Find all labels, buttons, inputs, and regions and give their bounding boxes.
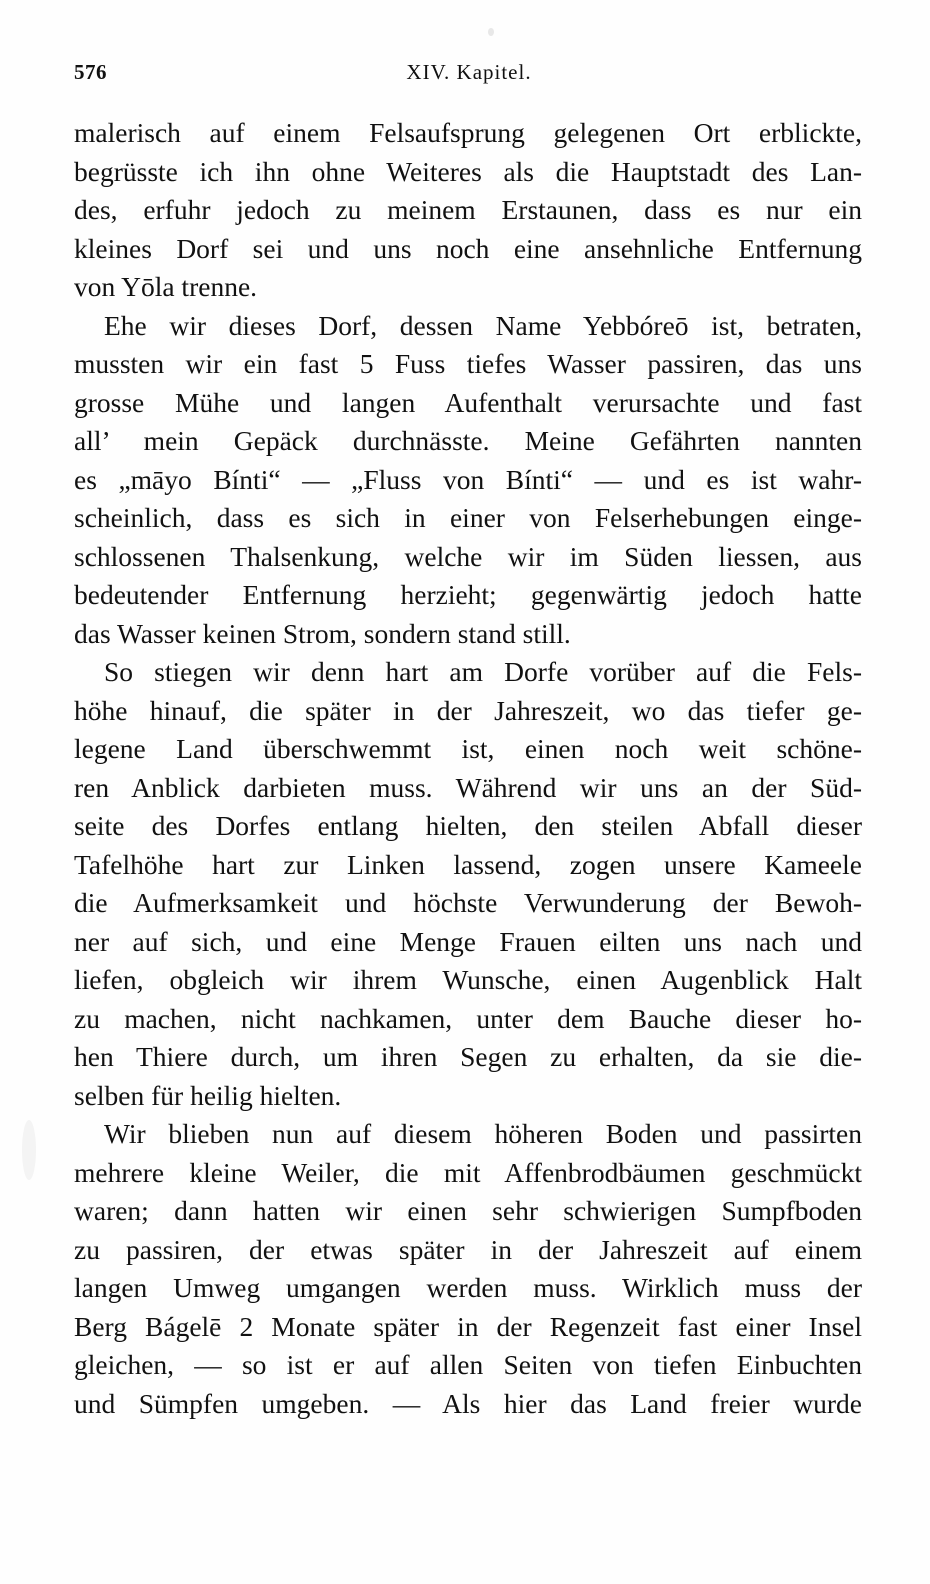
text-line: des, erfuhr jedoch zu meinem Erstaunen, dass es nur ein [74, 194, 862, 225]
text-line: die Aufmerksamkeit und höchste Verwunderung der Bewoh- [74, 887, 862, 918]
text-line: scheinlich, dass es sich in einer von Felserhebungen einge- [74, 502, 862, 533]
paragraph [74, 307, 862, 654]
text-line: gleichen, — so ist er auf allen Seiten von tiefen Einbuchten [74, 1349, 862, 1380]
text-line: grosse Mühe und langen Aufenthalt verursachte und fast [74, 386, 862, 418]
text-line: legene Land überschwemmt ist, einen noch weit schöne- [74, 733, 862, 764]
ink-speck [488, 28, 494, 36]
text-line: und Sümpfen umgeben. — Als hier das Land freier wurde [74, 1387, 862, 1419]
text-line: selben für heilig hielten. [74, 1079, 342, 1111]
text-line: langen Umweg umgangen werden muss. Wirklich muss der [74, 1272, 862, 1303]
running-head: XIV. Kapitel. [406, 60, 532, 84]
text-line: liefen, obgleich wir ihrem Wunsche, einen Augenblick Halt [74, 964, 862, 995]
text-line: So stiegen wir denn hart am Dorfe vorüber auf die Fels- [104, 656, 862, 687]
paragraph [74, 653, 862, 1115]
text-line: es „māyo Bínti“ — „Fluss von Bínti“ — und es ist wahr- [74, 463, 862, 495]
text-line: begrüsste ich ihn ohne Weiteres als die Hauptstadt des Lan- [74, 155, 862, 187]
text-line: all’ mein Gepäck durchnässte. Meine Gefährten nannten [74, 425, 862, 456]
text-line: seite des Dorfes entlang hielten, den steilen Abfall dieser [74, 810, 862, 841]
text-line: malerisch auf einem Felsaufsprung gelegenen Ort erblickte, [74, 117, 862, 148]
text-line: mehrere kleine Weiler, die mit Affenbrodbäumen geschmückt [74, 1156, 862, 1188]
text-line: schlossenen Thalsenkung, welche wir im Süden liessen, aus [74, 540, 862, 572]
text-line: bedeutender Entfernung herzieht; gegenwärtig jedoch hatte [74, 579, 862, 610]
text-line: hen Thiere durch, um ihren Segen zu erhalten, da sie die- [74, 1041, 862, 1072]
text-line: Ehe wir dieses Dorf, dessen Name Yebbóreō ist, betraten, [104, 309, 862, 341]
text-line: höhe hinauf, die später in der Jahreszeit, wo das tiefer ge- [74, 694, 862, 726]
page-header [74, 60, 864, 90]
body-text [74, 114, 862, 1423]
text-line: zu machen, nicht nachkamen, unter dem Bauche dieser ho- [74, 1002, 862, 1034]
text-line: waren; dann hatten wir einen sehr schwierigen Sumpfboden [74, 1195, 862, 1226]
text-line: mussten wir ein fast 5 Fuss tiefes Wasser passiren, das uns [74, 348, 862, 379]
paragraph [74, 114, 862, 307]
text-line: ren Anblick darbieten muss. Während wir uns an der Süd- [74, 771, 862, 803]
text-line: Tafelhöhe hart zur Linken lassend, zogen unsere Kameele [74, 848, 862, 880]
text-line: von Yōla trenne. [74, 271, 258, 302]
text-line: das Wasser keinen Strom, sondern stand still. [74, 617, 571, 649]
page-number: 576 [74, 60, 107, 84]
text-line: kleines Dorf sei und uns noch eine ansehnliche Entfernung [74, 232, 862, 264]
text-line: Wir blieben nun auf diesem höheren Boden und passirten [104, 1118, 862, 1149]
margin-shadow [22, 1120, 36, 1180]
text-line: ner auf sich, und eine Menge Frauen eilten uns nach und [74, 925, 862, 957]
text-line: Berg Bágelē 2 Monate später in der Regenzeit fast einer Insel [74, 1310, 862, 1342]
paragraph [74, 1115, 862, 1423]
text-line: zu passiren, der etwas später in der Jahreszeit auf einem [74, 1233, 862, 1265]
